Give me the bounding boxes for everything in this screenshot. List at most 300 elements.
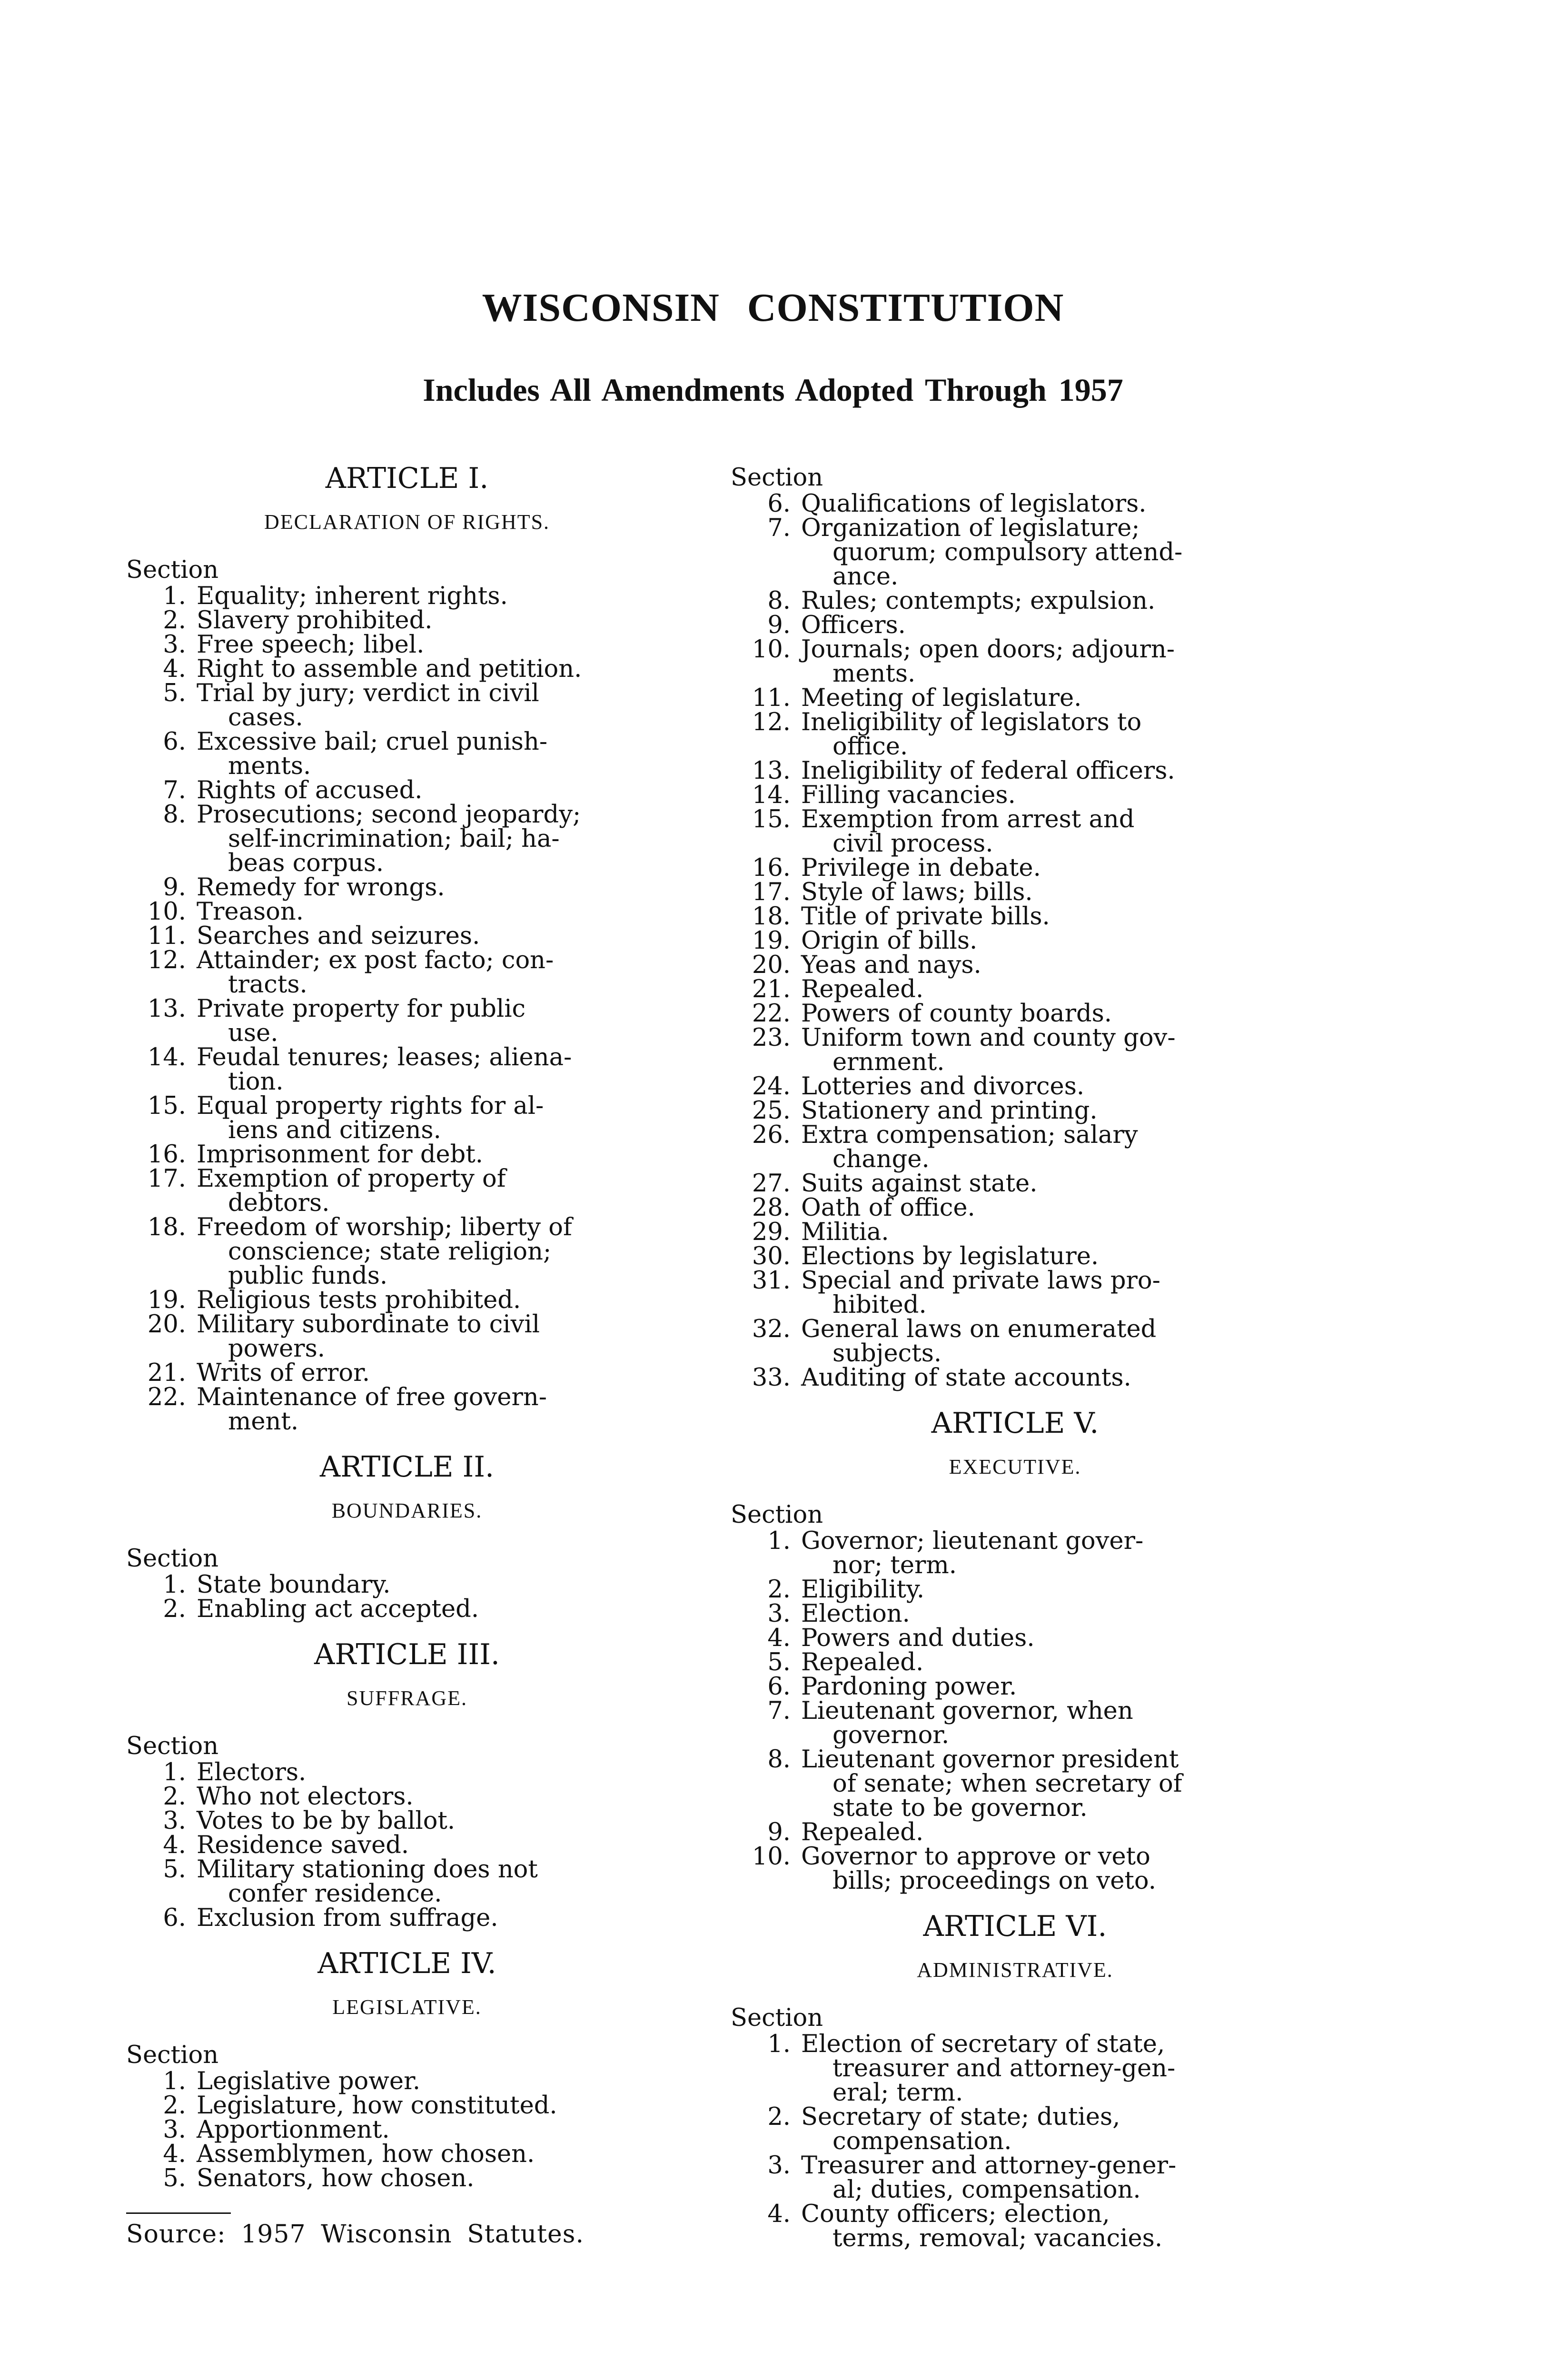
section-number: 20.	[752, 951, 791, 979]
article-block	[126, 1949, 688, 2210]
toc-entry	[731, 1220, 1299, 1244]
section-title-line: Oath of office.	[801, 1194, 975, 1222]
toc-entry	[731, 807, 1299, 856]
section-title	[801, 904, 1299, 929]
section-number: 5.	[163, 2164, 186, 2192]
section-number: 14.	[752, 781, 791, 809]
section-title	[801, 516, 1299, 589]
toc-entry	[126, 657, 688, 681]
toc-entry	[731, 1675, 1299, 1699]
section-title	[801, 1002, 1299, 1026]
section-number: 3.	[767, 2152, 791, 2180]
toc-entry	[126, 803, 688, 875]
toc-entry	[731, 783, 1299, 807]
section-title	[801, 1220, 1299, 1244]
toc-entry	[126, 1857, 688, 1906]
section-title-line: Auditing of state accounts.	[801, 1364, 1131, 1392]
section-number: 31.	[752, 1267, 791, 1295]
toc-entry	[731, 1650, 1299, 1675]
toc-entry	[731, 1244, 1299, 1269]
section-title	[197, 1760, 688, 1785]
article-subheading: LEGISLATIVE.	[332, 1995, 482, 2019]
section-title-line: Writs of error.	[197, 1359, 370, 1387]
section-title	[197, 1573, 688, 1597]
section-title-line: cases.	[228, 704, 303, 732]
section-title	[801, 1747, 1299, 1820]
section-title-line: Lotteries and divorces.	[801, 1072, 1085, 1101]
source-note: Source: 1957 Wisconsin Statutes.	[126, 2220, 584, 2249]
section-title	[197, 2069, 688, 2093]
section-title-line: Private property for public	[197, 995, 526, 1023]
section-title	[197, 1785, 688, 1809]
footnote-rule	[126, 2212, 231, 2214]
toc-entry	[731, 1026, 1299, 1074]
left-column	[126, 464, 688, 2247]
section-title	[801, 637, 1299, 686]
section-title-line: Pardoning power.	[801, 1673, 1017, 1701]
section-title	[801, 2032, 1299, 2105]
article-spacer	[126, 2191, 688, 2210]
section-title	[801, 2202, 1299, 2251]
section-title	[801, 929, 1299, 953]
toc-entry	[731, 759, 1299, 783]
section-title	[801, 686, 1299, 710]
section-title	[801, 613, 1299, 637]
section-title	[197, 2142, 688, 2166]
section-title-line: office.	[832, 733, 908, 761]
toc-entry	[731, 516, 1299, 589]
toc-entry	[126, 1215, 688, 1288]
toc-entry	[126, 608, 688, 633]
section-title	[197, 1906, 688, 1930]
section-number: 3.	[767, 1600, 791, 1628]
toc-entry	[126, 1809, 688, 1833]
section-title-line: Votes to be by ballot.	[197, 1807, 456, 1835]
section-number: 15.	[752, 805, 791, 833]
section-number: 16.	[147, 1140, 186, 1169]
section-number: 8.	[163, 801, 186, 829]
toc-entry	[126, 2093, 688, 2118]
section-number: 26.	[752, 1121, 791, 1149]
section-number: 33.	[752, 1364, 791, 1392]
article-spacer	[731, 1893, 1299, 1912]
section-number: 12.	[752, 708, 791, 736]
section-title-line: Style of laws; bills.	[801, 878, 1033, 906]
section-title-line: Religious tests prohibited.	[197, 1286, 521, 1314]
article-subheading: SUFFRAGE.	[347, 1686, 467, 1710]
section-title-line: subjects.	[832, 1339, 942, 1368]
toc-entry	[731, 1577, 1299, 1602]
toc-entry	[731, 1099, 1299, 1123]
toc-entry	[731, 1366, 1299, 1390]
toc-entry	[731, 1317, 1299, 1366]
section-number: 11.	[752, 684, 791, 712]
section-title	[801, 492, 1299, 516]
section-title	[801, 2105, 1299, 2153]
section-title-line: Extra compensation; salary	[801, 1121, 1138, 1149]
section-title-line: Repealed.	[801, 1648, 924, 1676]
toc-entry	[731, 977, 1299, 1002]
section-title-line: Privilege in debate.	[801, 854, 1041, 882]
article-heading: ARTICLE II.	[319, 1450, 495, 1484]
section-number: 19.	[147, 1286, 186, 1314]
section-number: 19.	[752, 927, 791, 955]
section-title	[801, 2153, 1299, 2202]
toc-entry	[731, 1699, 1299, 1747]
section-number: 2.	[767, 2103, 791, 2131]
toc-entry	[126, 1597, 688, 1621]
section-title	[801, 807, 1299, 856]
toc-entry	[126, 633, 688, 657]
section-title	[801, 1366, 1299, 1390]
section-title-line: compensation.	[832, 2127, 1012, 2155]
section-title	[801, 1844, 1299, 1893]
section-title-line: tion.	[228, 1068, 284, 1096]
section-title	[197, 584, 688, 608]
article-block	[126, 1450, 688, 1640]
section-number: 5.	[163, 1855, 186, 1884]
section-number: 8.	[767, 1745, 791, 1774]
toc-entry	[126, 1142, 688, 1167]
section-number: 22.	[147, 1383, 186, 1411]
section-number: 3.	[163, 2116, 186, 2144]
article-heading: ARTICLE I.	[325, 462, 489, 495]
section-title	[197, 1385, 688, 1434]
toc-entry	[731, 1269, 1299, 1317]
section-title-line: Treason.	[197, 898, 304, 926]
section-column-label: Section	[126, 1732, 219, 1760]
section-number: 10.	[752, 1843, 791, 1871]
section-number: 4.	[767, 1624, 791, 1652]
section-number: 5.	[163, 679, 186, 707]
toc-entry	[731, 2153, 1299, 2202]
section-title-line: powers.	[228, 1335, 325, 1363]
section-number: 21.	[752, 975, 791, 1003]
section-title	[801, 1026, 1299, 1074]
section-number: 1.	[163, 582, 186, 610]
section-number: 20.	[147, 1310, 186, 1339]
section-title-line: State boundary.	[197, 1571, 391, 1599]
section-title	[197, 1857, 688, 1906]
section-title-line: Exemption from arrest and	[801, 805, 1135, 833]
toc-entry	[126, 2069, 688, 2093]
section-title-line: governor.	[832, 1721, 950, 1749]
section-title-line: Yeas and nays.	[801, 951, 981, 979]
section-number: 1.	[767, 1527, 791, 1555]
section-title	[801, 1820, 1299, 1844]
section-title-line: Stationery and printing.	[801, 1097, 1098, 1125]
section-title-line: Free speech; libel.	[197, 631, 425, 659]
section-title	[197, 1288, 688, 1312]
section-title-line: Lieutenant governor president	[801, 1745, 1179, 1774]
toc-entry	[126, 2166, 688, 2191]
section-title-line: Feudal tenures; leases; aliena-	[197, 1043, 572, 1071]
section-number: 10.	[147, 898, 186, 926]
toc-entry	[126, 2118, 688, 2142]
section-number: 18.	[752, 902, 791, 931]
section-title	[801, 1650, 1299, 1675]
toc-entry	[126, 778, 688, 803]
toc-entry	[126, 1833, 688, 1857]
section-title-line: Uniform town and county gov-	[801, 1024, 1176, 1052]
section-title-line: Treasurer and attorney-gener-	[801, 2152, 1177, 2180]
section-title	[801, 1074, 1299, 1099]
toc-entry	[731, 1820, 1299, 1844]
section-title	[801, 1529, 1299, 1577]
section-title-line: Special and private laws pro-	[801, 1267, 1160, 1295]
section-number: 9.	[767, 1818, 791, 1846]
section-title-line: Exclusion from suffrage.	[197, 1904, 498, 1932]
section-title	[801, 880, 1299, 904]
section-title-line: hibited.	[832, 1291, 927, 1319]
toc-entry	[126, 730, 688, 778]
article-iv-continued	[731, 464, 1299, 1409]
section-number: 23.	[752, 1024, 791, 1052]
section-title	[801, 953, 1299, 977]
toc-entry	[731, 1529, 1299, 1577]
section-title-line: ments.	[228, 752, 311, 780]
section-title-line: Imprisonment for debt.	[197, 1140, 484, 1169]
section-number: 2.	[163, 1595, 186, 1623]
section-number: 4.	[163, 2140, 186, 2168]
article-block	[731, 1409, 1299, 1912]
section-title-line: Election.	[801, 1600, 910, 1628]
section-title-line: ments.	[832, 660, 916, 688]
section-title	[801, 1577, 1299, 1602]
toc-entry	[126, 1361, 688, 1385]
section-title-line: ment.	[228, 1408, 299, 1436]
section-number: 1.	[163, 1758, 186, 1786]
section-title	[197, 1597, 688, 1621]
article-heading: ARTICLE VI.	[923, 1910, 1107, 1943]
section-title	[197, 1045, 688, 1094]
section-title-line: Journals; open doors; adjourn-	[801, 635, 1175, 664]
section-column-label: Section	[126, 1545, 219, 1573]
section-number: 21.	[147, 1359, 186, 1387]
section-title-line: quorum; compulsory attend-	[832, 538, 1183, 566]
toc-entry	[126, 1906, 688, 1930]
section-title-line: debtors.	[228, 1189, 330, 1217]
toc-entry	[731, 1602, 1299, 1626]
section-title-line: terms, removal; vacancies.	[832, 2224, 1163, 2252]
section-title-line: County officers; election,	[801, 2200, 1110, 2228]
section-number: 25.	[752, 1097, 791, 1125]
toc-entry	[731, 1002, 1299, 1026]
section-number: 11.	[147, 922, 186, 950]
section-title-line: Apportionment.	[197, 2116, 390, 2144]
toc-entry	[126, 1288, 688, 1312]
section-title	[801, 1269, 1299, 1317]
section-title	[197, 948, 688, 997]
toc-entry	[126, 681, 688, 730]
article-spacer	[126, 1621, 688, 1640]
section-title	[801, 856, 1299, 880]
section-title	[197, 778, 688, 803]
article-heading: ARTICLE IV.	[317, 1947, 496, 1980]
section-title-line: Military subordinate to civil	[197, 1310, 540, 1339]
section-number: 30.	[752, 1242, 791, 1270]
section-title-line: eral; term.	[832, 2079, 963, 2107]
section-title-line: Freedom of worship; liberty of	[197, 1213, 572, 1241]
section-number: 4.	[163, 655, 186, 683]
toc-entry	[126, 924, 688, 948]
toc-entry	[126, 1785, 688, 1809]
section-number: 4.	[163, 1831, 186, 1859]
section-title	[801, 759, 1299, 783]
section-title-line: Powers of county boards.	[801, 1000, 1112, 1028]
section-number: 29.	[752, 1218, 791, 1246]
section-title-line: ernment.	[832, 1048, 945, 1076]
toc-entry	[731, 1626, 1299, 1650]
section-number: 15.	[147, 1092, 186, 1120]
toc-entry	[731, 2032, 1299, 2105]
article-heading: ARTICLE III.	[314, 1638, 500, 1671]
section-number: 8.	[767, 587, 791, 615]
section-number: 2.	[767, 1576, 791, 1604]
section-title-line: Eligibility.	[801, 1576, 925, 1604]
section-number: 32.	[752, 1315, 791, 1343]
article-spacer	[126, 1434, 688, 1453]
section-title-line: beas corpus.	[228, 849, 384, 877]
section-title	[801, 589, 1299, 613]
section-number: 9.	[163, 873, 186, 902]
section-title	[197, 1167, 688, 1215]
section-number: 9.	[767, 611, 791, 639]
section-title-line: Organization of legislature;	[801, 514, 1140, 542]
section-number: 22.	[752, 1000, 791, 1028]
section-title-line: Lieutenant governor, when	[801, 1697, 1133, 1725]
left-articles	[126, 464, 688, 2210]
section-title-line: conscience; state religion;	[228, 1238, 552, 1266]
page-subtitle: Includes All Amendments Adopted Through 1957	[423, 372, 1123, 408]
section-title	[197, 681, 688, 730]
section-title-line: Slavery prohibited.	[197, 606, 433, 635]
section-title-line: Filling vacancies.	[801, 781, 1016, 809]
section-title	[197, 1361, 688, 1385]
section-title-line: nor; term.	[832, 1551, 957, 1579]
toc-entry	[731, 613, 1299, 637]
article-spacer	[731, 2251, 1299, 2270]
toc-entry	[731, 1074, 1299, 1099]
toc-entry	[731, 2105, 1299, 2153]
section-number: 17.	[147, 1165, 186, 1193]
section-title	[197, 2118, 688, 2142]
toc-entry	[126, 875, 688, 900]
toc-entry	[126, 584, 688, 608]
section-number: 17.	[752, 878, 791, 906]
toc-entry	[731, 904, 1299, 929]
toc-entry	[126, 948, 688, 997]
section-title-line: Equal property rights for al-	[197, 1092, 544, 1120]
section-title	[801, 783, 1299, 807]
section-title	[197, 657, 688, 681]
section-title-line: change.	[832, 1145, 930, 1173]
section-title	[197, 633, 688, 657]
article-subheading: ADMINISTRATIVE.	[917, 1958, 1113, 1982]
toc-entry	[126, 1385, 688, 1434]
section-title	[197, 730, 688, 778]
section-title-line: Maintenance of free govern-	[197, 1383, 547, 1411]
section-title-line: Prosecutions; second jeopardy;	[197, 801, 581, 829]
article-heading: ARTICLE V.	[931, 1407, 1099, 1440]
article-subheading: EXECUTIVE.	[949, 1455, 1081, 1478]
section-title-line: Rules; contempts; expulsion.	[801, 587, 1156, 615]
section-title-line: Ineligibility of legislators to	[801, 708, 1142, 736]
section-title	[801, 1196, 1299, 1220]
section-column-label: Section	[126, 556, 219, 584]
section-title-line: al; duties, compensation.	[832, 2176, 1141, 2204]
section-title-line: Suits against state.	[801, 1170, 1038, 1198]
section-title-line: tracts.	[228, 971, 307, 999]
section-number: 24.	[752, 1072, 791, 1101]
toc-entry	[731, 953, 1299, 977]
section-title-line: Governor; lieutenant gover-	[801, 1527, 1144, 1555]
section-title	[197, 1312, 688, 1361]
section-title	[197, 608, 688, 633]
section-title-line: Election of secretary of state,	[801, 2030, 1165, 2058]
section-number: 3.	[163, 631, 186, 659]
section-title	[197, 924, 688, 948]
toc-entry	[731, 1844, 1299, 1893]
section-title	[197, 900, 688, 924]
section-title	[801, 1602, 1299, 1626]
toc-entry	[731, 589, 1299, 613]
section-number: 10.	[752, 635, 791, 664]
section-number: 7.	[163, 776, 186, 804]
section-number: 1.	[767, 2030, 791, 2058]
section-title-line: of senate; when secretary of	[832, 1770, 1182, 1798]
section-number: 6.	[767, 490, 791, 518]
toc-entry	[731, 929, 1299, 953]
section-title-line: public funds.	[228, 1262, 388, 1290]
section-number: 14.	[147, 1043, 186, 1071]
article-subheading: BOUNDARIES.	[331, 1499, 483, 1522]
toc-entry	[731, 880, 1299, 904]
section-title	[801, 1626, 1299, 1650]
section-title	[197, 1142, 688, 1167]
section-number: 13.	[147, 995, 186, 1023]
section-title-line: Repealed.	[801, 975, 924, 1003]
section-title-line: Assemblymen, how chosen.	[197, 2140, 535, 2168]
toc-entry	[731, 637, 1299, 686]
section-title-line: Equality; inherent rights.	[197, 582, 508, 610]
section-title	[197, 875, 688, 900]
section-title	[801, 1099, 1299, 1123]
section-title-line: Secretary of state; duties,	[801, 2103, 1120, 2131]
section-title-line: self-incrimination; bail; ha-	[228, 825, 560, 853]
section-number: 7.	[767, 514, 791, 542]
section-title-line: Legislature, how constituted.	[197, 2092, 557, 2120]
section-title	[801, 1244, 1299, 1269]
section-number: 6.	[163, 1904, 186, 1932]
section-title-line: Origin of bills.	[801, 927, 978, 955]
toc-entry	[731, 710, 1299, 759]
section-column-label: Section	[731, 2004, 823, 2032]
section-title-line: use.	[228, 1019, 278, 1047]
section-title-line: Exemption of property of	[197, 1165, 506, 1193]
section-title-line: Trial by jury; verdict in civil	[197, 679, 539, 707]
toc-entry	[126, 1573, 688, 1597]
section-title-line: bills; proceedings on veto.	[832, 1867, 1156, 1895]
section-title-line: Remedy for wrongs.	[197, 873, 445, 902]
section-title-line: Legislative power.	[197, 2067, 421, 2095]
section-title-line: Enabling act accepted.	[197, 1595, 479, 1623]
toc-entry	[731, 492, 1299, 516]
section-number: 18.	[147, 1213, 186, 1241]
section-title	[197, 803, 688, 875]
section-number: 2.	[163, 2092, 186, 2120]
toc-entry	[731, 2202, 1299, 2251]
